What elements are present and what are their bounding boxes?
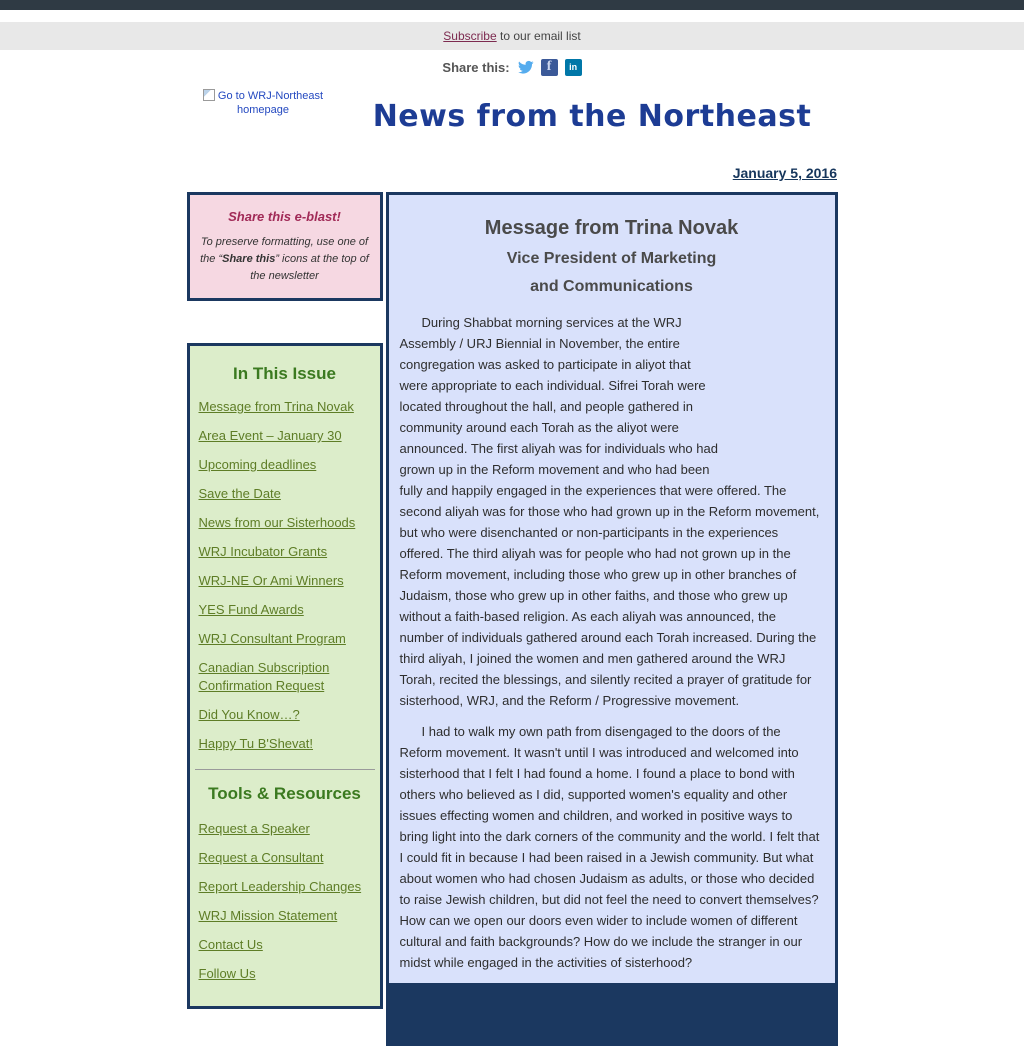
- list-item: [199, 878, 372, 896]
- message-subheading-1: Vice President of Marketing: [506, 250, 717, 267]
- tools-resources-heading: Tools & Resources: [208, 784, 361, 803]
- message-paragraph-2: I had to walk my own path from disengaged to the doors of the Reform movement. It wasn't until I was introduced and welcomed into sisterhood that I felt I had found a home. I found a place to bond with others who believed as I did, supported women's equality and other issues effecting women and children, and worked in positive ways to bring light into the dark corners of the community and the world. I felt that I could fit in because I had been raised in a Jewish community. But what about women who had chosen Judaism as adults, or those who decided to raise Jewish children, but did not feel the need to convert themselves? How can we open our doors even wider to include women of different cultural and faith backgrounds? How do we include the stranger in our midst while engaged in the activities of sisterhood?: [399, 724, 820, 970]
- main-column: [386, 192, 838, 1046]
- list-item: [199, 965, 372, 983]
- share-eblast-box: [187, 192, 383, 301]
- date-row: [187, 165, 837, 183]
- sidebar-divider: [195, 769, 375, 770]
- tools-link-follow-us[interactable]: Follow Us: [198, 966, 256, 981]
- issue-link-happy-tu-bshevat[interactable]: Happy Tu B'Shevat!: [198, 736, 313, 751]
- list-item: [199, 456, 372, 474]
- message-paragraph-1: [400, 312, 824, 711]
- sidebar: [187, 192, 383, 1009]
- share-eblast-title: Share this e-blast!: [228, 209, 341, 224]
- newsletter-header: [187, 87, 837, 151]
- list-item: [199, 427, 372, 445]
- list-item: [199, 398, 372, 416]
- list-item: [199, 543, 372, 561]
- list-item: [199, 849, 372, 867]
- list-item: [199, 820, 372, 838]
- share-note-prefix: To preserve formatting, use one of the “: [200, 236, 369, 265]
- tools-link-list: [190, 820, 380, 983]
- share-row: [0, 57, 1024, 77]
- issue-link-upcoming-deadlines[interactable]: Upcoming deadlines: [198, 457, 317, 472]
- list-item: [199, 572, 372, 590]
- logo-alt-text: Go to WRJ-Northeast homepage: [217, 90, 324, 116]
- list-item: [199, 485, 372, 503]
- broken-image-icon: [203, 89, 215, 101]
- issue-link-news-sisterhoods[interactable]: News from our Sisterhoods: [198, 515, 356, 530]
- issue-date: January 5, 2016: [732, 165, 837, 181]
- message-box: [386, 192, 838, 1046]
- tools-link-request-consultant[interactable]: Request a Consultant: [198, 850, 324, 865]
- next-section-bar: [389, 983, 835, 1043]
- list-item: [199, 514, 372, 532]
- share-label: Share this:: [442, 59, 510, 75]
- issue-link-or-ami-winners[interactable]: WRJ-NE Or Ami Winners: [198, 573, 344, 588]
- tools-link-contact-us[interactable]: Contact Us: [198, 937, 263, 952]
- issue-link-canadian-subscription[interactable]: Canadian Subscription Confirmation Request: [198, 660, 330, 693]
- list-item: [199, 735, 372, 753]
- issue-link-list: [190, 398, 380, 753]
- content-area: [187, 192, 838, 1046]
- message-subheading-2: and Communications: [530, 278, 693, 295]
- issue-link-save-the-date[interactable]: Save the Date: [198, 486, 281, 501]
- share-note-suffix: ” icons at the top of the newsletter: [250, 253, 369, 282]
- facebook-icon[interactable]: f: [541, 59, 558, 76]
- subscribe-link[interactable]: Subscribe: [443, 29, 497, 43]
- share-eblast-note: [200, 234, 370, 285]
- issue-link-yes-fund-awards[interactable]: YES Fund Awards: [198, 602, 304, 617]
- tools-link-mission-statement[interactable]: WRJ Mission Statement: [198, 908, 338, 923]
- newsletter-title: News from the Northeast: [372, 99, 812, 134]
- in-this-issue-heading: In This Issue: [233, 364, 336, 383]
- issue-link-message-from-trina[interactable]: Message from Trina Novak: [198, 399, 354, 414]
- twitter-icon[interactable]: [517, 59, 534, 76]
- list-item: [199, 907, 372, 925]
- list-item: [199, 630, 372, 648]
- list-item: [199, 936, 372, 954]
- tools-link-request-speaker[interactable]: Request a Speaker: [198, 821, 310, 836]
- message-heading: Message from Trina Novak: [484, 217, 739, 239]
- in-this-issue-box: [187, 343, 383, 1009]
- issue-link-did-you-know[interactable]: Did You Know…?: [198, 707, 300, 722]
- issue-link-area-event[interactable]: Area Event – January 30: [198, 428, 342, 443]
- paragraph-1-text: During Shabbat morning services at the WRJ Assembly / URJ Biennial in November, the entire congregation was asked to participate in aliyot that were appropriate to each individual. Sifrei Torah were located throughout the hall, and people gathered in community around each Torah as the aliyot were announced. The first aliyah was for individuals who had grown up in the Reform movement and who had been fully and happily engaged in the experiences that were offered. The second aliyah was for those who had grown up in the Reform movement, but who were disenchanted or non-participants in the experiences offered. The third aliyah was for people who had not grown up in the Reform movement, including those who grew up in other branches of Judaism, those who grew up in other faiths, and those who grew up without a faith-based religion. As each aliyah was announced, the number of individuals gathered around each Torah increased. During the third aliyah, I joined the women and men gathered around the WRJ Torah, recited the blessings, and silently recited a prayer of gratitude for sisterhood, WRJ, and the Reform / Progressive movement.: [399, 315, 820, 708]
- issue-link-consultant-program[interactable]: WRJ Consultant Program: [198, 631, 346, 646]
- subscribe-text: to our email list: [496, 29, 581, 43]
- list-item: [199, 706, 372, 724]
- list-item: [199, 659, 372, 695]
- subscribe-bar: [0, 22, 1024, 50]
- issue-link-incubator-grants[interactable]: WRJ Incubator Grants: [198, 544, 328, 559]
- share-note-bold: Share this: [222, 253, 276, 265]
- tools-link-report-leadership[interactable]: Report Leadership Changes: [198, 879, 362, 894]
- missing-image-placeholder: [720, 312, 824, 460]
- homepage-logo-link[interactable]: [187, 89, 339, 117]
- linkedin-icon[interactable]: in: [565, 59, 582, 76]
- list-item: [199, 601, 372, 619]
- top-bar: [0, 0, 1024, 10]
